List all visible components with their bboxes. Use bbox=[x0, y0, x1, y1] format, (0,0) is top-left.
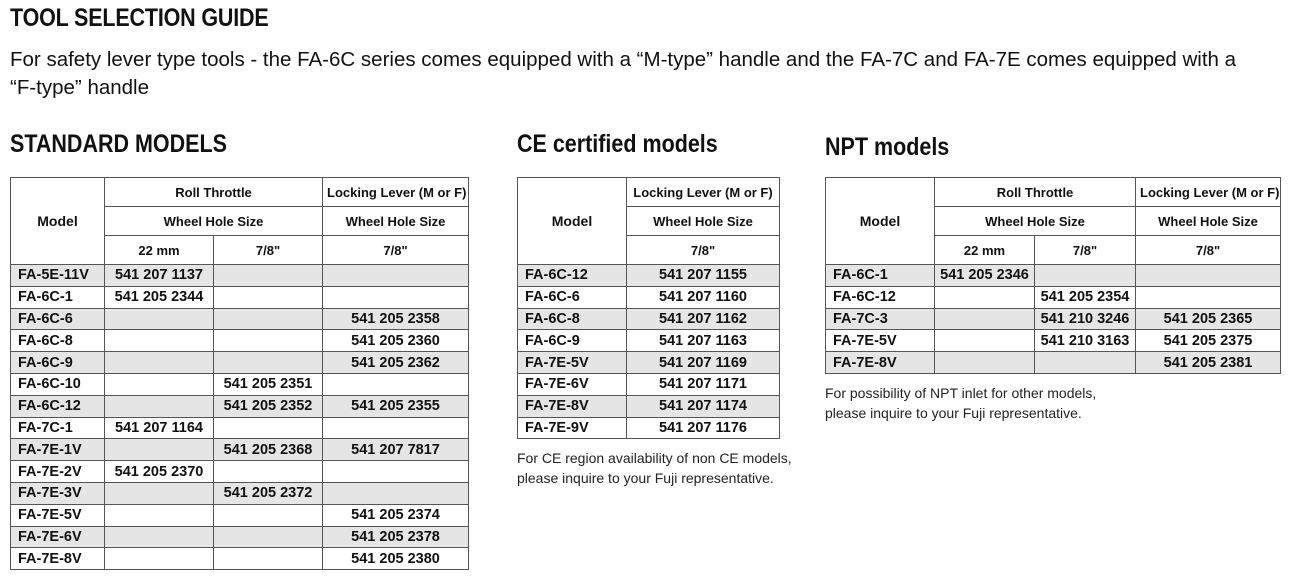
part-number-cell bbox=[323, 482, 469, 504]
part-number-cell bbox=[105, 548, 214, 570]
part-number-cell bbox=[323, 461, 469, 483]
part-number-cell bbox=[323, 373, 469, 395]
part-number-cell: 541 205 2362 bbox=[323, 352, 469, 374]
model-cell: FA-6C-12 bbox=[11, 395, 105, 417]
model-cell: FA-7E-5V bbox=[518, 352, 627, 374]
table-row bbox=[11, 504, 469, 526]
table-row bbox=[826, 265, 1281, 287]
part-number-cell: 541 205 2372 bbox=[214, 482, 323, 504]
part-number-cell bbox=[935, 286, 1035, 308]
table-row bbox=[11, 417, 469, 439]
model-header: Model bbox=[518, 178, 627, 265]
col-7-8-header: 7/8" bbox=[627, 236, 780, 265]
model-cell: FA-6C-10 bbox=[11, 373, 105, 395]
part-number-cell: 541 207 1163 bbox=[627, 330, 780, 352]
part-number-cell bbox=[214, 526, 323, 548]
model-cell: FA-6C-6 bbox=[11, 308, 105, 330]
part-number-cell: 541 205 2344 bbox=[105, 286, 214, 308]
part-number-cell: 541 205 2351 bbox=[214, 373, 323, 395]
model-cell: FA-7C-1 bbox=[11, 417, 105, 439]
page-title: TOOL SELECTION GUIDE bbox=[10, 4, 269, 32]
standard-models-title: STANDARD MODELS bbox=[10, 130, 227, 158]
npt-note-line2: please inquire to your Fuji representative. bbox=[825, 405, 1082, 421]
table-row bbox=[518, 265, 780, 287]
wheel-hole-size-header: Wheel Hole Size bbox=[1136, 207, 1281, 236]
part-number-cell: 541 207 1169 bbox=[627, 352, 780, 374]
part-number-cell bbox=[1136, 265, 1281, 287]
model-cell: FA-6C-12 bbox=[826, 286, 935, 308]
part-number-cell bbox=[214, 286, 323, 308]
col-7-8-header: 7/8" bbox=[1035, 236, 1136, 265]
npt-note-line1: For possibility of NPT inlet for other models, bbox=[825, 385, 1097, 401]
part-number-cell: 541 205 2370 bbox=[105, 461, 214, 483]
model-cell: FA-7E-6V bbox=[518, 373, 627, 395]
table-row bbox=[826, 352, 1281, 374]
table-row bbox=[518, 417, 780, 439]
part-number-cell bbox=[214, 417, 323, 439]
model-cell: FA-7E-1V bbox=[11, 439, 105, 461]
part-number-cell bbox=[105, 526, 214, 548]
part-number-cell bbox=[323, 265, 469, 287]
part-number-cell bbox=[1035, 265, 1136, 287]
part-number-cell bbox=[105, 373, 214, 395]
part-number-cell: 541 205 2355 bbox=[323, 395, 469, 417]
npt-note bbox=[825, 383, 1096, 423]
model-cell: FA-7E-2V bbox=[11, 461, 105, 483]
locking-lever-header: Locking Lever (M or F) bbox=[627, 178, 780, 207]
model-cell: FA-7E-5V bbox=[11, 504, 105, 526]
part-number-cell bbox=[323, 417, 469, 439]
table-row bbox=[11, 352, 469, 374]
part-number-cell bbox=[935, 308, 1035, 330]
table-row bbox=[826, 308, 1281, 330]
ce-note bbox=[517, 448, 792, 488]
model-cell: FA-6C-9 bbox=[518, 330, 627, 352]
table-row bbox=[11, 548, 469, 570]
col-7-8-header: 7/8" bbox=[214, 236, 323, 265]
table-row bbox=[11, 265, 469, 287]
npt-models-table bbox=[825, 177, 1281, 374]
model-cell: FA-6C-9 bbox=[11, 352, 105, 374]
table-row bbox=[11, 395, 469, 417]
ce-note-line1: For CE region availability of non CE models, bbox=[517, 450, 792, 466]
model-cell: FA-7E-3V bbox=[11, 482, 105, 504]
part-number-cell bbox=[214, 265, 323, 287]
model-cell: FA-7E-5V bbox=[826, 330, 935, 352]
part-number-cell bbox=[1035, 352, 1136, 374]
wheel-hole-size-header: Wheel Hole Size bbox=[105, 207, 323, 236]
part-number-cell: 541 207 1171 bbox=[627, 373, 780, 395]
col-7-8-lock-header: 7/8" bbox=[1136, 236, 1281, 265]
table-row bbox=[11, 286, 469, 308]
part-number-cell: 541 205 2365 bbox=[1136, 308, 1281, 330]
roll-throttle-header: Roll Throttle bbox=[105, 178, 323, 207]
standard-models-table bbox=[10, 177, 469, 570]
part-number-cell bbox=[214, 330, 323, 352]
part-number-cell: 541 207 1164 bbox=[105, 417, 214, 439]
ce-models-title: CE certified models bbox=[517, 130, 718, 158]
part-number-cell bbox=[105, 504, 214, 526]
model-cell: FA-6C-1 bbox=[826, 265, 935, 287]
locking-lever-header: Locking Lever (M or F) bbox=[323, 178, 469, 207]
ce-note-line2: please inquire to your Fuji representative. bbox=[517, 470, 774, 486]
table-row bbox=[518, 286, 780, 308]
table-row bbox=[11, 308, 469, 330]
table-row bbox=[826, 330, 1281, 352]
table-row bbox=[518, 352, 780, 374]
part-number-cell bbox=[214, 548, 323, 570]
wheel-hole-size-header: Wheel Hole Size bbox=[323, 207, 469, 236]
table-row bbox=[826, 286, 1281, 308]
part-number-cell: 541 207 1137 bbox=[105, 265, 214, 287]
roll-throttle-header: Roll Throttle bbox=[935, 178, 1136, 207]
col-22mm-header: 22 mm bbox=[105, 236, 214, 265]
part-number-cell: 541 210 3163 bbox=[1035, 330, 1136, 352]
wheel-hole-size-header: Wheel Hole Size bbox=[627, 207, 780, 236]
model-cell: FA-6C-1 bbox=[11, 286, 105, 308]
part-number-cell: 541 205 2354 bbox=[1035, 286, 1136, 308]
part-number-cell bbox=[214, 461, 323, 483]
model-cell: FA-6C-8 bbox=[11, 330, 105, 352]
table-row bbox=[11, 461, 469, 483]
part-number-cell: 541 207 1160 bbox=[627, 286, 780, 308]
model-cell: FA-7E-8V bbox=[11, 548, 105, 570]
ce-models-table bbox=[517, 177, 780, 439]
table-row bbox=[518, 373, 780, 395]
table-row bbox=[11, 482, 469, 504]
part-number-cell bbox=[323, 286, 469, 308]
model-header: Model bbox=[11, 178, 105, 265]
part-number-cell: 541 205 2375 bbox=[1136, 330, 1281, 352]
part-number-cell: 541 205 2374 bbox=[323, 504, 469, 526]
model-cell: FA-5E-11V bbox=[11, 265, 105, 287]
part-number-cell bbox=[105, 352, 214, 374]
model-cell: FA-6C-6 bbox=[518, 286, 627, 308]
part-number-cell bbox=[105, 308, 214, 330]
part-number-cell: 541 205 2358 bbox=[323, 308, 469, 330]
npt-models-title: NPT models bbox=[825, 133, 950, 161]
part-number-cell: 541 207 1155 bbox=[627, 265, 780, 287]
model-cell: FA-7E-8V bbox=[518, 395, 627, 417]
model-cell: FA-7C-3 bbox=[826, 308, 935, 330]
part-number-cell bbox=[105, 330, 214, 352]
table-row bbox=[518, 330, 780, 352]
part-number-cell: 541 207 1162 bbox=[627, 308, 780, 330]
locking-lever-header: Locking Lever (M or F) bbox=[1136, 178, 1281, 207]
col-22mm-header: 22 mm bbox=[935, 236, 1035, 265]
part-number-cell: 541 205 2380 bbox=[323, 548, 469, 570]
table-row bbox=[11, 439, 469, 461]
part-number-cell bbox=[935, 330, 1035, 352]
part-number-cell: 541 205 2346 bbox=[935, 265, 1035, 287]
part-number-cell: 541 207 7817 bbox=[323, 439, 469, 461]
part-number-cell bbox=[214, 352, 323, 374]
model-cell: FA-6C-8 bbox=[518, 308, 627, 330]
table-row bbox=[518, 395, 780, 417]
part-number-cell bbox=[105, 439, 214, 461]
model-cell: FA-6C-12 bbox=[518, 265, 627, 287]
model-header: Model bbox=[826, 178, 935, 265]
part-number-cell bbox=[105, 395, 214, 417]
col-7-8-lock-header: 7/8" bbox=[323, 236, 469, 265]
part-number-cell: 541 205 2368 bbox=[214, 439, 323, 461]
part-number-cell: 541 205 2381 bbox=[1136, 352, 1281, 374]
part-number-cell bbox=[105, 482, 214, 504]
model-cell: FA-7E-6V bbox=[11, 526, 105, 548]
part-number-cell: 541 205 2378 bbox=[323, 526, 469, 548]
part-number-cell bbox=[214, 308, 323, 330]
part-number-cell bbox=[1136, 286, 1281, 308]
part-number-cell: 541 205 2352 bbox=[214, 395, 323, 417]
intro-text: For safety lever type tools - the FA-6C series comes equipped with a “M-type” handle and the FA-7C and FA-7E comes equipped with a “F-type” handle bbox=[10, 48, 1237, 99]
table-row bbox=[11, 526, 469, 548]
wheel-hole-size-header: Wheel Hole Size bbox=[935, 207, 1136, 236]
part-number-cell: 541 207 1174 bbox=[627, 395, 780, 417]
part-number-cell bbox=[935, 352, 1035, 374]
part-number-cell: 541 205 2360 bbox=[323, 330, 469, 352]
model-cell: FA-7E-8V bbox=[826, 352, 935, 374]
part-number-cell: 541 207 1176 bbox=[627, 417, 780, 439]
table-row bbox=[518, 308, 780, 330]
part-number-cell bbox=[214, 504, 323, 526]
model-cell: FA-7E-9V bbox=[518, 417, 627, 439]
part-number-cell: 541 210 3246 bbox=[1035, 308, 1136, 330]
table-row bbox=[11, 330, 469, 352]
table-row bbox=[11, 373, 469, 395]
